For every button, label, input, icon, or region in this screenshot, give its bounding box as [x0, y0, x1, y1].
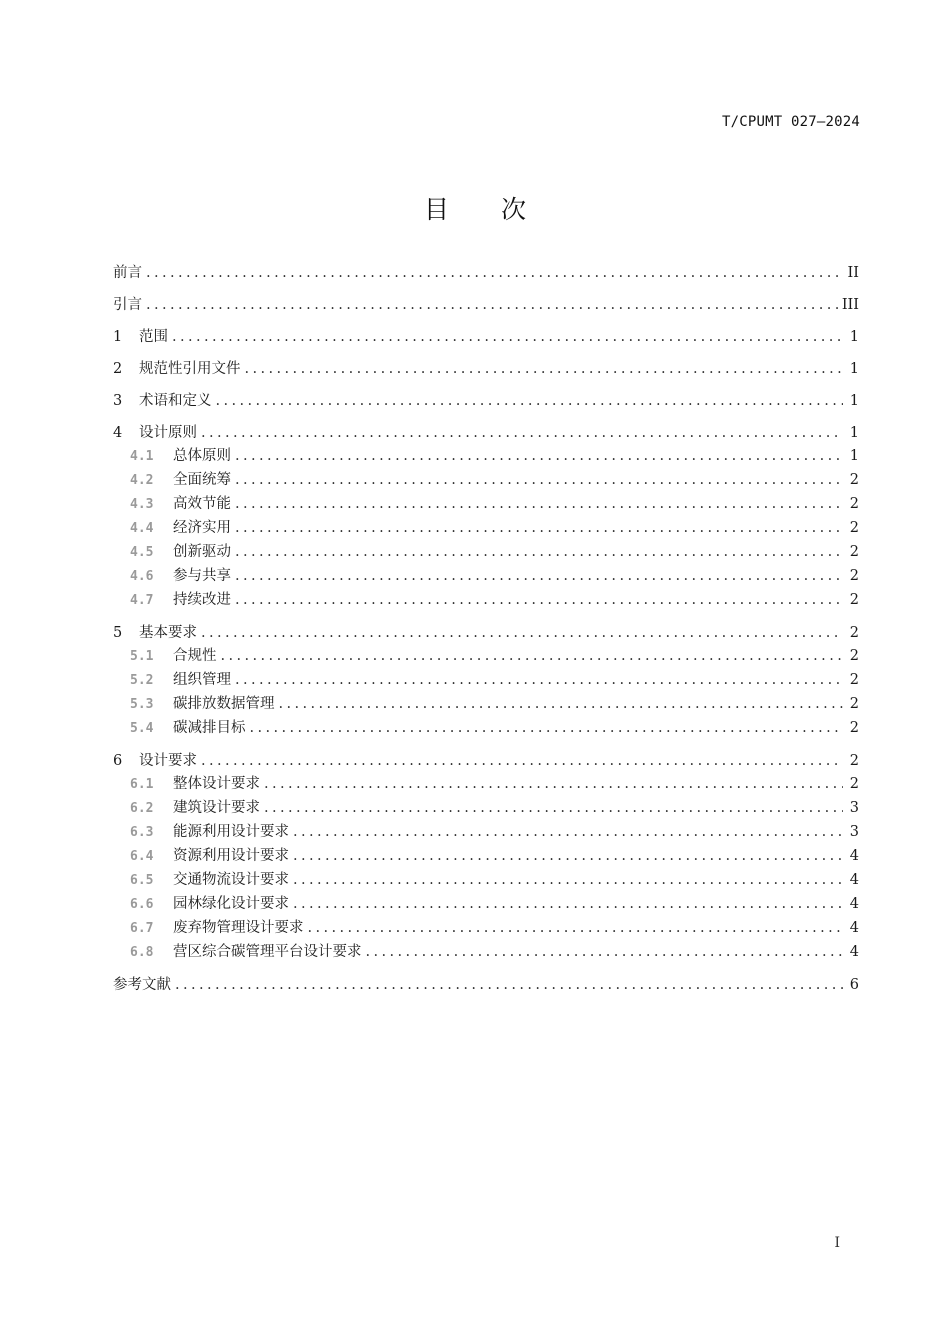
toc-entry[interactable] [113, 542, 859, 566]
toc-entry[interactable] [113, 356, 859, 388]
toc-dot-leader [146, 260, 843, 286]
toc-entry-page: III [841, 297, 859, 313]
toc-entry[interactable] [113, 260, 859, 292]
toc-entry-number: 4.7 [130, 593, 154, 608]
toc-entry-page: 2 [849, 544, 859, 560]
toc-entry-number: 6.3 [130, 825, 154, 840]
toc-entry-number: 1 [113, 329, 123, 345]
toc-entry-page: 2 [849, 496, 859, 512]
page-number: I [834, 1235, 840, 1251]
toc-dot-leader [308, 918, 844, 938]
toc-entry-number: 4.1 [130, 449, 154, 464]
toc-entry-title: 前言 [113, 265, 142, 281]
toc-entry[interactable] [113, 894, 859, 918]
toc-entry[interactable] [113, 446, 859, 470]
toc-dot-leader [235, 670, 843, 690]
toc-entry-page: 4 [849, 872, 859, 888]
toc-dot-leader [250, 718, 844, 738]
toc-entry-number: 4.4 [130, 521, 154, 536]
toc-entry-page: 2 [849, 720, 859, 736]
toc-entry-page: 2 [849, 696, 859, 712]
toc-entry[interactable] [113, 518, 859, 542]
toc-entry[interactable] [113, 292, 859, 324]
toc-entry[interactable] [113, 942, 859, 972]
toc-entry-page: 4 [849, 896, 859, 912]
toc-entry-title: 交通物流设计要求 [173, 872, 289, 888]
toc-entry-number: 4.2 [130, 473, 154, 488]
toc-entry-page: 4 [849, 848, 859, 864]
toc-entry-title: 全面统筹 [173, 472, 231, 488]
toc-dot-leader [146, 292, 838, 318]
toc-entry[interactable] [113, 718, 859, 748]
toc-entry-number: 4.6 [130, 569, 154, 584]
toc-entry[interactable] [113, 470, 859, 494]
toc-entry-page: 2 [849, 648, 859, 664]
toc-entry-number: 5.3 [130, 697, 154, 712]
toc-entry-number: 2 [113, 361, 123, 377]
toc-entry-number: 6.2 [130, 801, 154, 816]
toc-dot-leader [172, 324, 843, 350]
toc-dot-leader [245, 356, 844, 382]
toc-dot-leader [235, 542, 843, 562]
toc-entry-title: 设计要求 [139, 753, 197, 769]
toc-entry-page: 1 [849, 393, 859, 409]
toc-entry-page: 2 [849, 520, 859, 536]
toc-entry-title: 范围 [139, 329, 168, 345]
toc-entry[interactable] [113, 324, 859, 356]
toc-entry-number: 6 [113, 753, 123, 769]
toc-entry[interactable] [113, 646, 859, 670]
toc-entry[interactable] [113, 822, 859, 846]
toc-entry-number: 6.4 [130, 849, 154, 864]
toc-entry-title: 资源利用设计要求 [173, 848, 289, 864]
toc-entry[interactable] [113, 620, 859, 646]
toc-entry-number: 5.1 [130, 649, 154, 664]
toc-entry[interactable] [113, 670, 859, 694]
toc-entry-title: 碳排放数据管理 [173, 696, 275, 712]
toc-dot-leader [366, 942, 844, 962]
toc-entry-title: 组织管理 [173, 672, 231, 688]
toc-entry-page: 2 [849, 472, 859, 488]
toc-entry[interactable] [113, 420, 859, 446]
toc-dot-leader [293, 894, 843, 914]
toc-entry-title: 园林绿化设计要求 [173, 896, 289, 912]
toc-entry-title: 参与共享 [173, 568, 231, 584]
toc-entry-page: 1 [849, 448, 859, 464]
toc-entry-title: 术语和定义 [139, 393, 212, 409]
toc-entry-page: 4 [849, 920, 859, 936]
toc-entry-title: 碳减排目标 [173, 720, 246, 736]
toc-entry-page: 2 [849, 592, 859, 608]
toc-entry-number: 3 [113, 393, 123, 409]
toc-entry[interactable] [113, 748, 859, 774]
toc-entry-title: 营区综合碳管理平台设计要求 [173, 944, 362, 960]
toc-entry-title: 规范性引用文件 [139, 361, 241, 377]
toc-entry-number: 4 [113, 425, 123, 441]
toc-dot-leader [175, 972, 843, 998]
toc-entry[interactable] [113, 846, 859, 870]
toc-dot-leader [235, 470, 843, 490]
toc-entry-number: 6.6 [130, 897, 154, 912]
toc-dot-leader [216, 388, 844, 414]
toc-entry[interactable] [113, 566, 859, 590]
toc-entry[interactable] [113, 590, 859, 620]
toc-entry-page: 2 [849, 776, 859, 792]
toc-entry-page: 1 [849, 361, 859, 377]
toc-entry-page: 2 [849, 672, 859, 688]
toc-entry[interactable] [113, 918, 859, 942]
toc-dot-leader [293, 870, 843, 890]
toc-title: 目次 [423, 195, 578, 224]
toc-entry-page: 2 [849, 753, 859, 769]
toc-entry-number: 4.3 [130, 497, 154, 512]
toc-entry-title: 设计原则 [139, 425, 197, 441]
toc-entry-number: 5.2 [130, 673, 154, 688]
toc-entry-page: 3 [849, 824, 859, 840]
toc-entry-number: 6.1 [130, 777, 154, 792]
toc-entry-page: 1 [849, 329, 859, 345]
toc-entry[interactable] [113, 388, 859, 420]
toc-dot-leader [221, 646, 844, 666]
toc-entry-title: 参考文献 [113, 977, 171, 993]
toc-entry-title: 高效节能 [173, 496, 231, 512]
toc-entry-page: 2 [849, 568, 859, 584]
toc-entry-page: 3 [849, 800, 859, 816]
toc-entry-title: 创新驱动 [173, 544, 231, 560]
toc-dot-leader [201, 620, 843, 646]
toc-entry-title: 基本要求 [139, 625, 197, 641]
toc-entry-title: 合规性 [173, 648, 217, 664]
toc-dot-leader [201, 420, 843, 446]
toc-entry-number: 4.5 [130, 545, 154, 560]
toc-entry-number: 5.4 [130, 721, 154, 736]
toc-dot-leader [293, 846, 843, 866]
toc-dot-leader [235, 446, 843, 466]
toc-entry-number: 6.7 [130, 921, 154, 936]
toc-entry-number: 6.8 [130, 945, 154, 960]
toc-dot-leader [235, 566, 843, 586]
toc-entry-page: 4 [849, 944, 859, 960]
toc-entry[interactable] [113, 774, 859, 798]
toc-entry-page: 6 [849, 977, 859, 993]
toc-entry-title: 能源利用设计要求 [173, 824, 289, 840]
toc-entry-page: 1 [849, 425, 859, 441]
toc-entry[interactable] [113, 870, 859, 894]
toc-dot-leader [264, 798, 843, 818]
toc-entry-title: 引言 [113, 297, 142, 313]
toc-entry-title: 建筑设计要求 [173, 800, 260, 816]
toc-entry-title: 废弃物管理设计要求 [173, 920, 304, 936]
toc-dot-leader [235, 518, 843, 538]
toc-dot-leader [293, 822, 843, 842]
toc-dot-leader [235, 494, 843, 514]
toc-entry[interactable] [113, 798, 859, 822]
toc-dot-leader [235, 590, 843, 610]
document-code: T/CPUMT 027—2024 [721, 114, 860, 130]
toc-entry-title: 持续改进 [173, 592, 231, 608]
toc-entry-number: 6.5 [130, 873, 154, 888]
toc-entry[interactable] [113, 972, 859, 1004]
toc-entry-title: 经济实用 [173, 520, 231, 536]
toc-entry-number: 5 [113, 625, 123, 641]
toc-entry-title: 整体设计要求 [173, 776, 260, 792]
toc-dot-leader [264, 774, 843, 794]
toc-entry-title: 总体原则 [173, 448, 231, 464]
toc-dot-leader [279, 694, 844, 714]
toc-dot-leader [201, 748, 843, 774]
toc-entry-page: II [847, 265, 859, 281]
toc-entry[interactable] [113, 494, 859, 518]
toc-entry[interactable] [113, 694, 859, 718]
table-of-contents [113, 260, 859, 1004]
toc-entry-page: 2 [849, 625, 859, 641]
